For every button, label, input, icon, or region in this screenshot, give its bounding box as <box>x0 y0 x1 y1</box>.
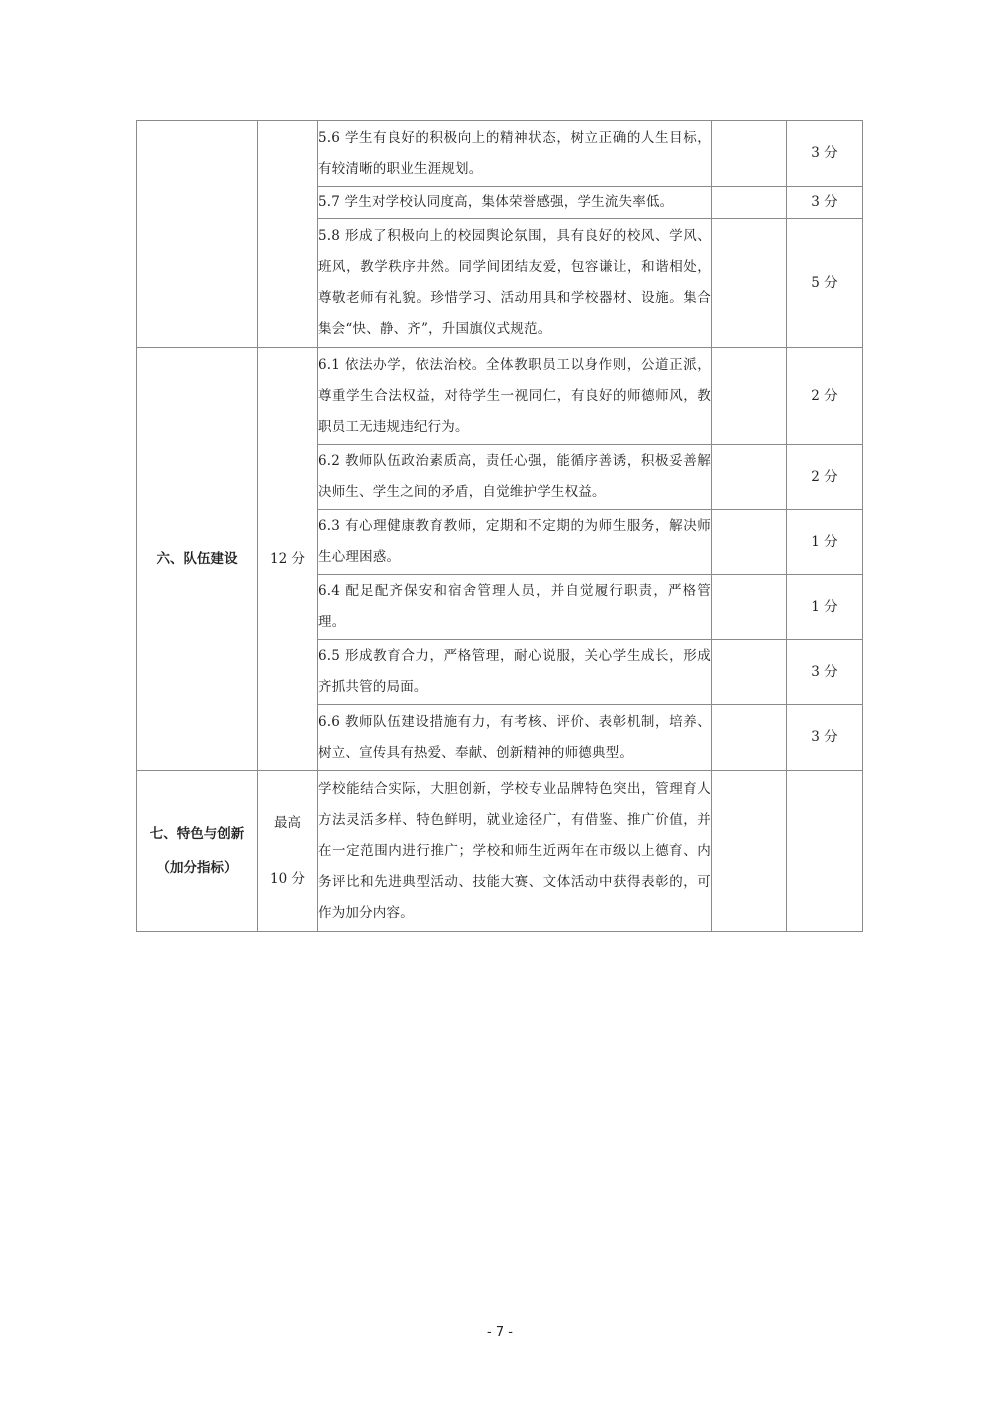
criterion-5-6-score: 3 分 <box>787 121 863 187</box>
criterion-6-1-text: 6.1 依法办学，依法治校。全体教职员工以身作则，公道正派，尊重学生合法权益，对待学生一视同仁，有良好的师德师风，教职员工无违规违纪行为。 <box>318 348 712 445</box>
table-row <box>137 771 863 932</box>
criterion-6-6-score: 3 分 <box>787 705 863 771</box>
criterion-5-7-score: 3 分 <box>787 187 863 219</box>
criterion-6-5-score: 3 分 <box>787 640 863 705</box>
page-number: - 7 - <box>487 1325 513 1340</box>
criterion-6-4-text: 6.4 配足配齐保安和宿舍管理人员，并自觉履行职责，严格管理。 <box>318 575 712 640</box>
evaluation-table <box>136 120 863 932</box>
section-7-points-label: 最高 <box>274 815 301 831</box>
section-5-points-cell <box>258 121 318 348</box>
self-evaluation-cell <box>712 187 787 219</box>
self-evaluation-cell <box>712 771 787 932</box>
section-5-category-cell <box>137 121 258 348</box>
criterion-6-4-score: 1 分 <box>787 575 863 640</box>
criterion-5-7-text: 5.7 学生对学校认同度高，集体荣誉感强，学生流失率低。 <box>318 187 712 219</box>
self-evaluation-cell <box>712 575 787 640</box>
criterion-5-6-text: 5.6 学生有良好的积极向上的精神状态，树立正确的人生目标，有较清晰的职业生涯规划。 <box>318 121 712 187</box>
criterion-7-score <box>787 771 863 932</box>
criterion-6-2-text: 6.2 教师队伍政治素质高，责任心强，能循序善诱，积极妥善解决师生、学生之间的矛盾，自觉维护学生权益。 <box>318 445 712 510</box>
section-7-title: 七、特色与创新 <box>149 826 245 842</box>
table-row <box>137 348 863 445</box>
section-7-category-cell <box>137 771 258 932</box>
self-evaluation-cell <box>712 348 787 445</box>
section-7-points-cell <box>258 771 318 932</box>
criterion-6-2-score: 2 分 <box>787 445 863 510</box>
criterion-6-3-text: 6.3 有心理健康教育教师，定期和不定期的为师生服务，解决师生心理困惑。 <box>318 510 712 575</box>
section-7-subtitle: （加分指标） <box>156 860 238 876</box>
criterion-6-1-score: 2 分 <box>787 348 863 445</box>
section-7-points-value: 10 分 <box>270 871 305 887</box>
self-evaluation-cell <box>712 640 787 705</box>
self-evaluation-cell <box>712 121 787 187</box>
criterion-6-6-text: 6.6 教师队伍建设措施有力，有考核、评价、表彰机制，培养、树立、宣传具有热爱、奉献、创新精神的师德典型。 <box>318 705 712 771</box>
criterion-5-8-score: 5 分 <box>787 219 863 348</box>
self-evaluation-cell <box>712 705 787 771</box>
self-evaluation-cell <box>712 445 787 510</box>
criterion-6-3-score: 1 分 <box>787 510 863 575</box>
criterion-7-text: 学校能结合实际，大胆创新，学校专业品牌特色突出，管理育人方法灵活多样、特色鲜明，就业途径广，有借鉴、推广价值，并在一定范围内进行推广；学校和师生近两年在市级以上德育、内务评比和先进典型活动、技能大赛、文体活动中获得表彰的，可作为加分内容。 <box>318 771 712 932</box>
self-evaluation-cell <box>712 510 787 575</box>
table-row <box>137 121 863 187</box>
section-6-category-cell: 六、队伍建设 <box>137 348 258 771</box>
section-6-points-cell: 12 分 <box>258 348 318 771</box>
criterion-6-5-text: 6.5 形成教育合力，严格管理，耐心说服，关心学生成长，形成齐抓共管的局面。 <box>318 640 712 705</box>
criterion-5-8-text: 5.8 形成了积极向上的校园舆论氛围，具有良好的校风、学风、班风，教学秩序井然。同学间团结友爱，包容谦让，和谐相处，尊敬老师有礼貌。珍惜学习、活动用具和学校器材、设施。集合集会“快、静、齐”，升国旗仪式规范。 <box>318 219 712 348</box>
self-evaluation-cell <box>712 219 787 348</box>
